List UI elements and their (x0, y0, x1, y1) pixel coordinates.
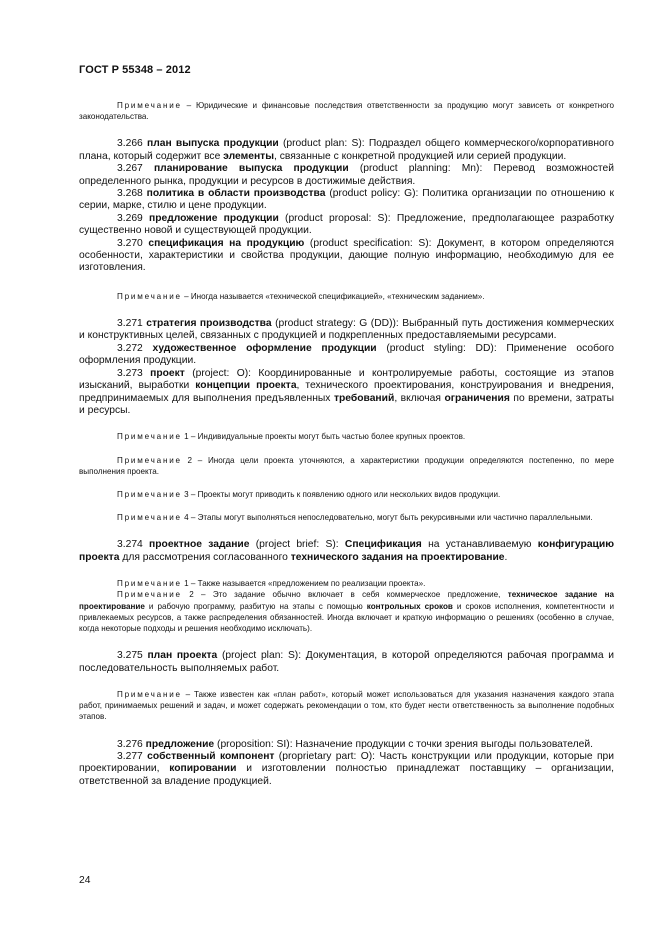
term-title: политика в области производства (146, 188, 326, 200)
term-title: собственный компонент (147, 751, 275, 762)
note: Примечание 2 – Это задание обычно включает в себя коммерческое предложение, техническое задание на проектирование и рабочую программу, разбитую на этапы с помощью контрольных сроков и сроков исполнения, компетентности и привлекаемых ресурсов, а также распределения обязанностей. Иногда включает и краткую информацию о решениях (особенно в случае, когда некоторые подходы и решения необходимо исключать). (79, 590, 614, 633)
term-title: спецификация на продукцию (148, 237, 305, 249)
document-body (79, 100, 614, 788)
term-entry: 3.269 предложение продукции (product proposal: S): Предложение, предполагающее разработку существенно новой и существующей продукции. (79, 212, 614, 237)
note: Примечание – Юридические и финансовые последствия ответственности за продукцию могут зависеть от конкретного законодательства. (79, 101, 614, 122)
term-title: проект (150, 367, 185, 379)
term-title: предложение (145, 738, 215, 750)
note: Примечание 1 – Также называется «предложением по реализации проекта». (117, 579, 426, 589)
note: Примечание – Иногда называется «технической спецификацией», «техническим заданием». (117, 291, 485, 301)
note: Примечание 2 – Иногда цели проекта уточняются, а характеристики продукции определяются постепенно, по мере выполнения проекта. (79, 455, 614, 476)
note-label: Примечание (117, 590, 182, 600)
note: Примечание 4 – Этапы могут выполняться непоследовательно, могут быть рекурсивными или частично параллельными. (117, 513, 593, 523)
term-title: планирование выпуска продукции (153, 163, 349, 175)
term-entry: 3.274 проектное задание (project brief: S): Спецификация на устанавливаемую конфигурацию проекта для рассмотрения согласованного технического задания на проектирование. (79, 539, 614, 563)
term-entry: 3.266 план выпуска продукции (product plan: S): Подраздел общего коммерческого/корпоративного плана, который содержит все элементы, связанные с конкретной продукцией или серией продукции. (79, 138, 614, 162)
term-title: план проекта (147, 650, 218, 662)
document-header: ГОСТ Р 55348 – 2012 (79, 64, 191, 76)
note-label: Примечание (117, 432, 182, 442)
term-entry: 3.273 проект (project: O): Координированные и контролируемые работы, состоящие из этапов изысканий, выработки концепции проекта, технического проектирования, конструирования и внедрения, предпринимаемых для выполнения предъявленных требований, включая ограничения по времени, затраты и ресурсы. (79, 367, 615, 416)
term-title: художественное оформление продукции (152, 342, 377, 354)
note: Примечание 1 – Индивидуальные проекты могут быть частью более крупных проектов. (117, 432, 466, 442)
note-label: Примечание (117, 101, 182, 110)
note-label: Примечание (117, 513, 182, 523)
term-entry: 3.272 художественное оформление продукции (product styling: DD): Применение особого оформления продукции. (79, 342, 614, 367)
term-title: проектное задание (149, 539, 250, 551)
note-label: Примечание (117, 489, 182, 499)
term-entry: 3.267 планирование выпуска продукции (product planning: Mn): Перевод возможностей определенного рынка, продукции и ресурсов в достижимые действия. (79, 163, 614, 187)
term-entry: 3.277 собственный компонент (proprietary part: O): Часть конструкции или продукции, которые при проектировании, копировании и изготовлении полностью принадлежат поставщику – организации, ответственной за владение продукцией. (79, 751, 614, 787)
note: Примечание 3 – Проекты могут приводить к появлению одного или нескольких видов продукции. (117, 489, 501, 499)
term-entry: 3.271 стратегия производства (product strategy: G (DD)): Выбранный путь достижения коммерческих и конструктивных целей, связанных с продукцией и подкрепленных предоставляемыми ресурсами. (79, 318, 614, 342)
term-entry: 3.276 предложение (proposition: SI): Назначение продукции с точки зрения выгоды пользователей. (117, 738, 594, 750)
note-label: Примечание (117, 689, 182, 699)
note-label: Примечание (117, 579, 182, 589)
term-title: план выпуска продукции (147, 138, 279, 150)
page-number: 24 (79, 875, 91, 886)
note-label: Примечание (117, 291, 182, 301)
term-title: стратегия производства (146, 318, 272, 330)
term-entry: 3.270 спецификация на продукцию (product specification: S): Документ, в котором определяются особенности, характеристики и свойства продукции, дающие полную информацию, необходимую для ее изготовления. (79, 237, 614, 274)
term-entry: 3.268 политика в области производства (product policy: G): Политика организации по отношению к серии, марке, стилю и цене продукции. (79, 188, 614, 212)
note: Примечание – Также известен как «план работ», который может использоваться для указания назначения каждого этапа работ, принимаемых решений и задач, и может содержать рекомендации о том, кто будет нести ответственность за выполнение подобных этапов. (79, 689, 614, 722)
note-label: Примечание (117, 455, 182, 465)
term-entry: 3.275 план проекта (project plan: S): Документация, в которой определяются рабочая программа и последовательность выполняемых работ. (79, 650, 614, 674)
term-title: предложение продукции (148, 212, 279, 224)
